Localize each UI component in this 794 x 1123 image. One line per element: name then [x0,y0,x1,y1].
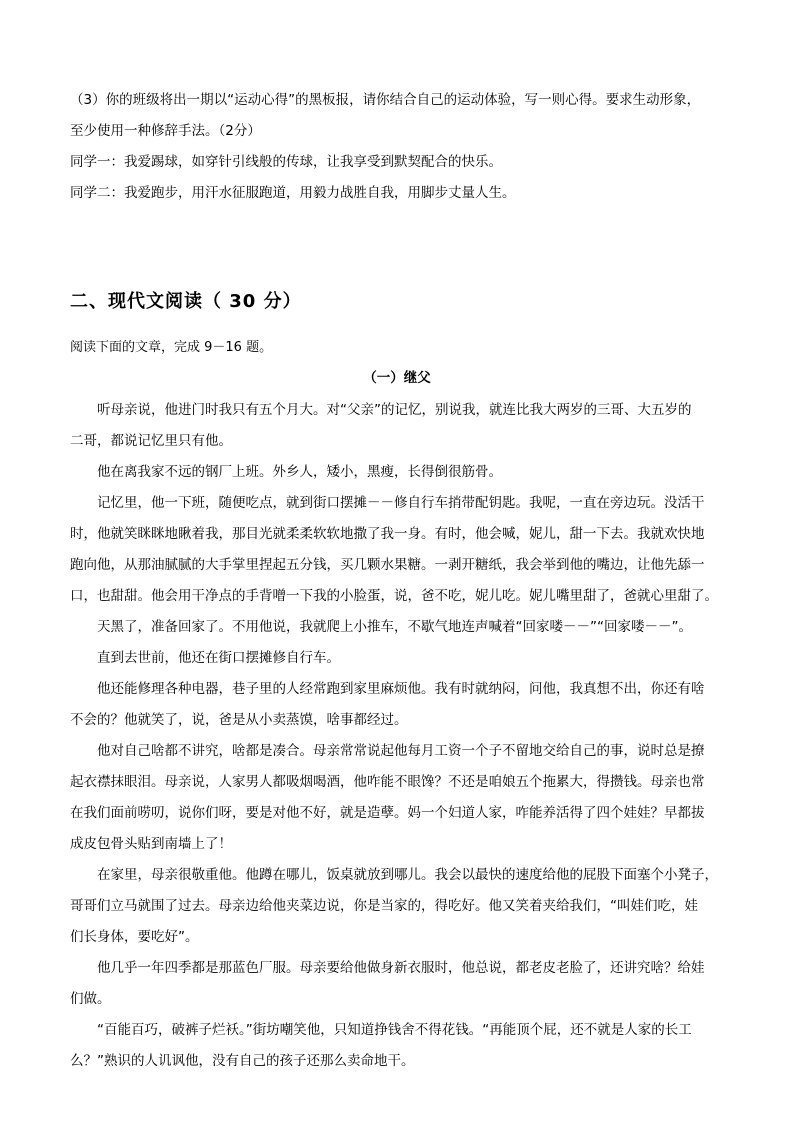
article-line: 时，他就笑眯眯地瞅着我，那目光就柔柔软软地撒了我一身。有时，他会喊，妮儿，甜一下去。我就欢快地 [70,526,705,542]
article-line: 他对自己啥都不讲究，啥都是凑合。母亲常常说起他每月工资一个子不留地交给自己的事，说时总是撩 [97,743,705,759]
article-line: 听母亲说，他进门时我只有五个月大。对“父亲”的记忆，别说我，就连比我大两岁的三哥、大五岁的 [97,402,692,418]
article-line: 起衣襟抹眼泪。母亲说，人家男人都吸烟喝酒，他咋能不眼馋？不还是咱娘五个拖累大，得攒钱。母亲也常 [70,774,705,790]
article-line: 直到去世前，他还在街口摆摊修自行车。 [97,650,340,666]
section-title: 二、现代文阅读（ 30 分） [70,291,302,312]
article-line: 不会的？他就笑了，说，爸是从小卖蒸馍，啥事都经过。 [70,712,408,728]
example-student1: 同学一：我爱踢球，如穿针引线般的传球，让我享受到默契配合的快乐。 [70,154,502,170]
article-line: 二哥，都说记忆里只有他。 [70,433,232,449]
article-title: （一）继父 [363,370,431,386]
example-student2: 同学二：我爱跑步，用汗水征服跑道，用毅力战胜自我，用脚步丈量人生。 [70,185,516,201]
article-line: 在我们面前唠叨，说你们呀，要是对他不好，就是造孽。妈一个妇道人家，咋能养活得了四个娃娃？早都拔 [70,805,705,821]
article-line: 跑向他，从那油腻腻的大手掌里捏起五分钱，买几颗水果糖。一剥开糖纸，我会举到他的嘴边，让他先舔一 [70,557,705,573]
article-line: “百能百巧，破裤子烂袄。”街坊嘲笑他，只知道挣钱舍不得花钱。“再能顶个屁，还不就是人家的长工 [97,1022,692,1038]
article-line: 天黑了，准备回家了。不用他说，我就爬上小推车，不歇气地连声喊着“回家喽－－”“回家喽－－”。 [97,619,692,635]
question3-line2: 至少使用一种修辞手法。（2分） [70,123,261,139]
article-line: 哥哥们立马就围了过去。母亲边给他夹菜边说，你是当家的，得吃好。他又笑着夹给我们，“叫娃们吃，娃 [70,898,698,914]
article-line: 在家里，母亲很敬重他。他蹲在哪儿，饭桌就放到哪儿。我会以最快的速度给他的屁股下面塞个小凳子， [97,867,718,883]
article-line: 记忆里，他一下班，随便吃点，就到街口摆摊－－修自行车捎带配钥匙。我呢，一直在旁边玩。没活干 [97,495,705,511]
article-line: 他几乎一年四季都是那蓝色厂服。母亲要给他做身新衣服时，他总说，都老皮老脸了，还讲究啥？给娃 [97,960,705,976]
article-line: 口，也甜甜。他会用干净点的手背噌一下我的小脸蛋，说，爸不吃，妮儿吃。妮儿嘴里甜了，爸就心里甜了。 [70,588,718,604]
article-line: 他在离我家不远的钢厂上班。外乡人，矮小，黑瘦，长得倒很筋骨。 [97,464,502,480]
question3-line1: （3）你的班级将出一期以“运动心得”的黑板报，请你结合自己的运动体验，写一则心得。要求生动形象， [70,92,701,108]
article-line: 们做。 [70,991,111,1007]
article-line: 他还能修理各种电器，巷子里的人经常跑到家里麻烦他。我有时就纳闷，问他，我真想不出，你还有啥 [97,681,705,697]
article-line: 成皮包骨头贴到南墙上了！ [70,836,232,852]
article-line: 们长身体，要吃好”。 [70,929,199,945]
article-line: 么？”熟识的人讥讽他，没有自己的孩子还那么卖命地干。 [70,1053,415,1069]
section-intro: 阅读下面的文章，完成 9－16 题。 [70,340,273,355]
